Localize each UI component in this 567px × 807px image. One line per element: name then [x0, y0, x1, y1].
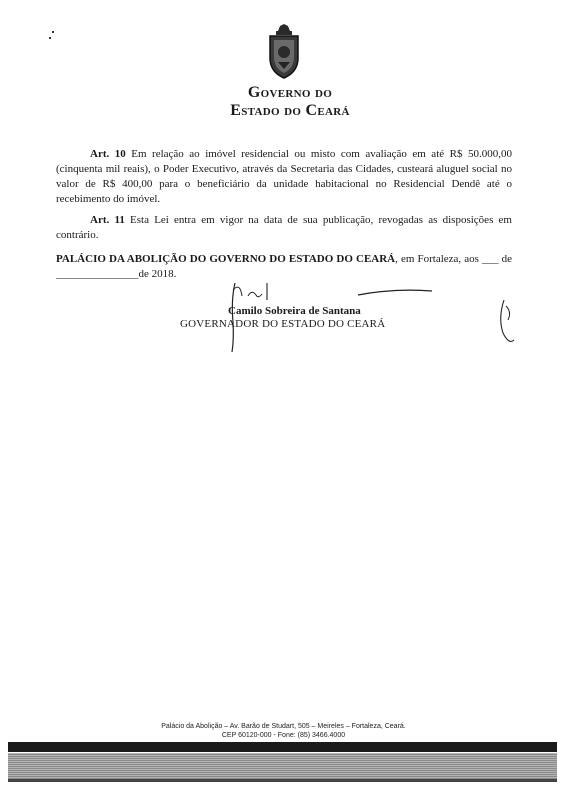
coat-of-arms-seal [266, 24, 302, 80]
footer-gray-band [8, 753, 557, 779]
signatory-role: GOVERNADOR DO ESTADO DO CEARÁ [180, 318, 386, 330]
palace-name: PALÁCIO DA ABOLIÇÃO DO GOVERNO DO ESTADO DO CEARÁ [56, 253, 396, 265]
header-line-2: Estado do Ceará [230, 102, 350, 119]
scan-speck [49, 37, 51, 39]
scan-speck [52, 31, 54, 33]
signatory-name: Camilo Sobreira de Santana [228, 305, 361, 317]
closing-paragraph [56, 252, 512, 282]
footer-address [0, 722, 567, 740]
header-line-1: Governo do [247, 84, 333, 101]
article-11 [56, 213, 512, 243]
article-11-text: Esta Lei entra em vigor na data de sua publicação, revogadas as disposições em contrário. [56, 214, 512, 241]
footer-address-line-2: CEP 60120-000 - Fone: (85) 3466.4000 [221, 732, 346, 739]
article-10-text: Em relação ao imóvel residencial ou misto com avaliação em até R$ 50.000,00 (cinquenta mil reais), o Poder Executivo, através da Secretaria das Cidades, custeará aluguel social no valor de R$ 400,00 para o beneficiário da unidade habitacional no Residencial Dendê até o recebimento do imóvel. [56, 148, 512, 205]
footer-bottom-rule [8, 779, 557, 782]
article-11-label: Art. 11 [90, 214, 125, 226]
article-10-label: Art. 10 [90, 148, 126, 160]
footer-black-bar [8, 742, 557, 752]
government-header [200, 84, 380, 120]
footer-address-line-1: Palácio da Abolição – Av. Barão de Studart, 505 – Meireles – Fortaleza, Ceará. [161, 723, 406, 730]
article-10 [56, 147, 512, 207]
closing-date-text: , em Fortaleza, aos ___ de _______________de 2018. [56, 253, 512, 280]
